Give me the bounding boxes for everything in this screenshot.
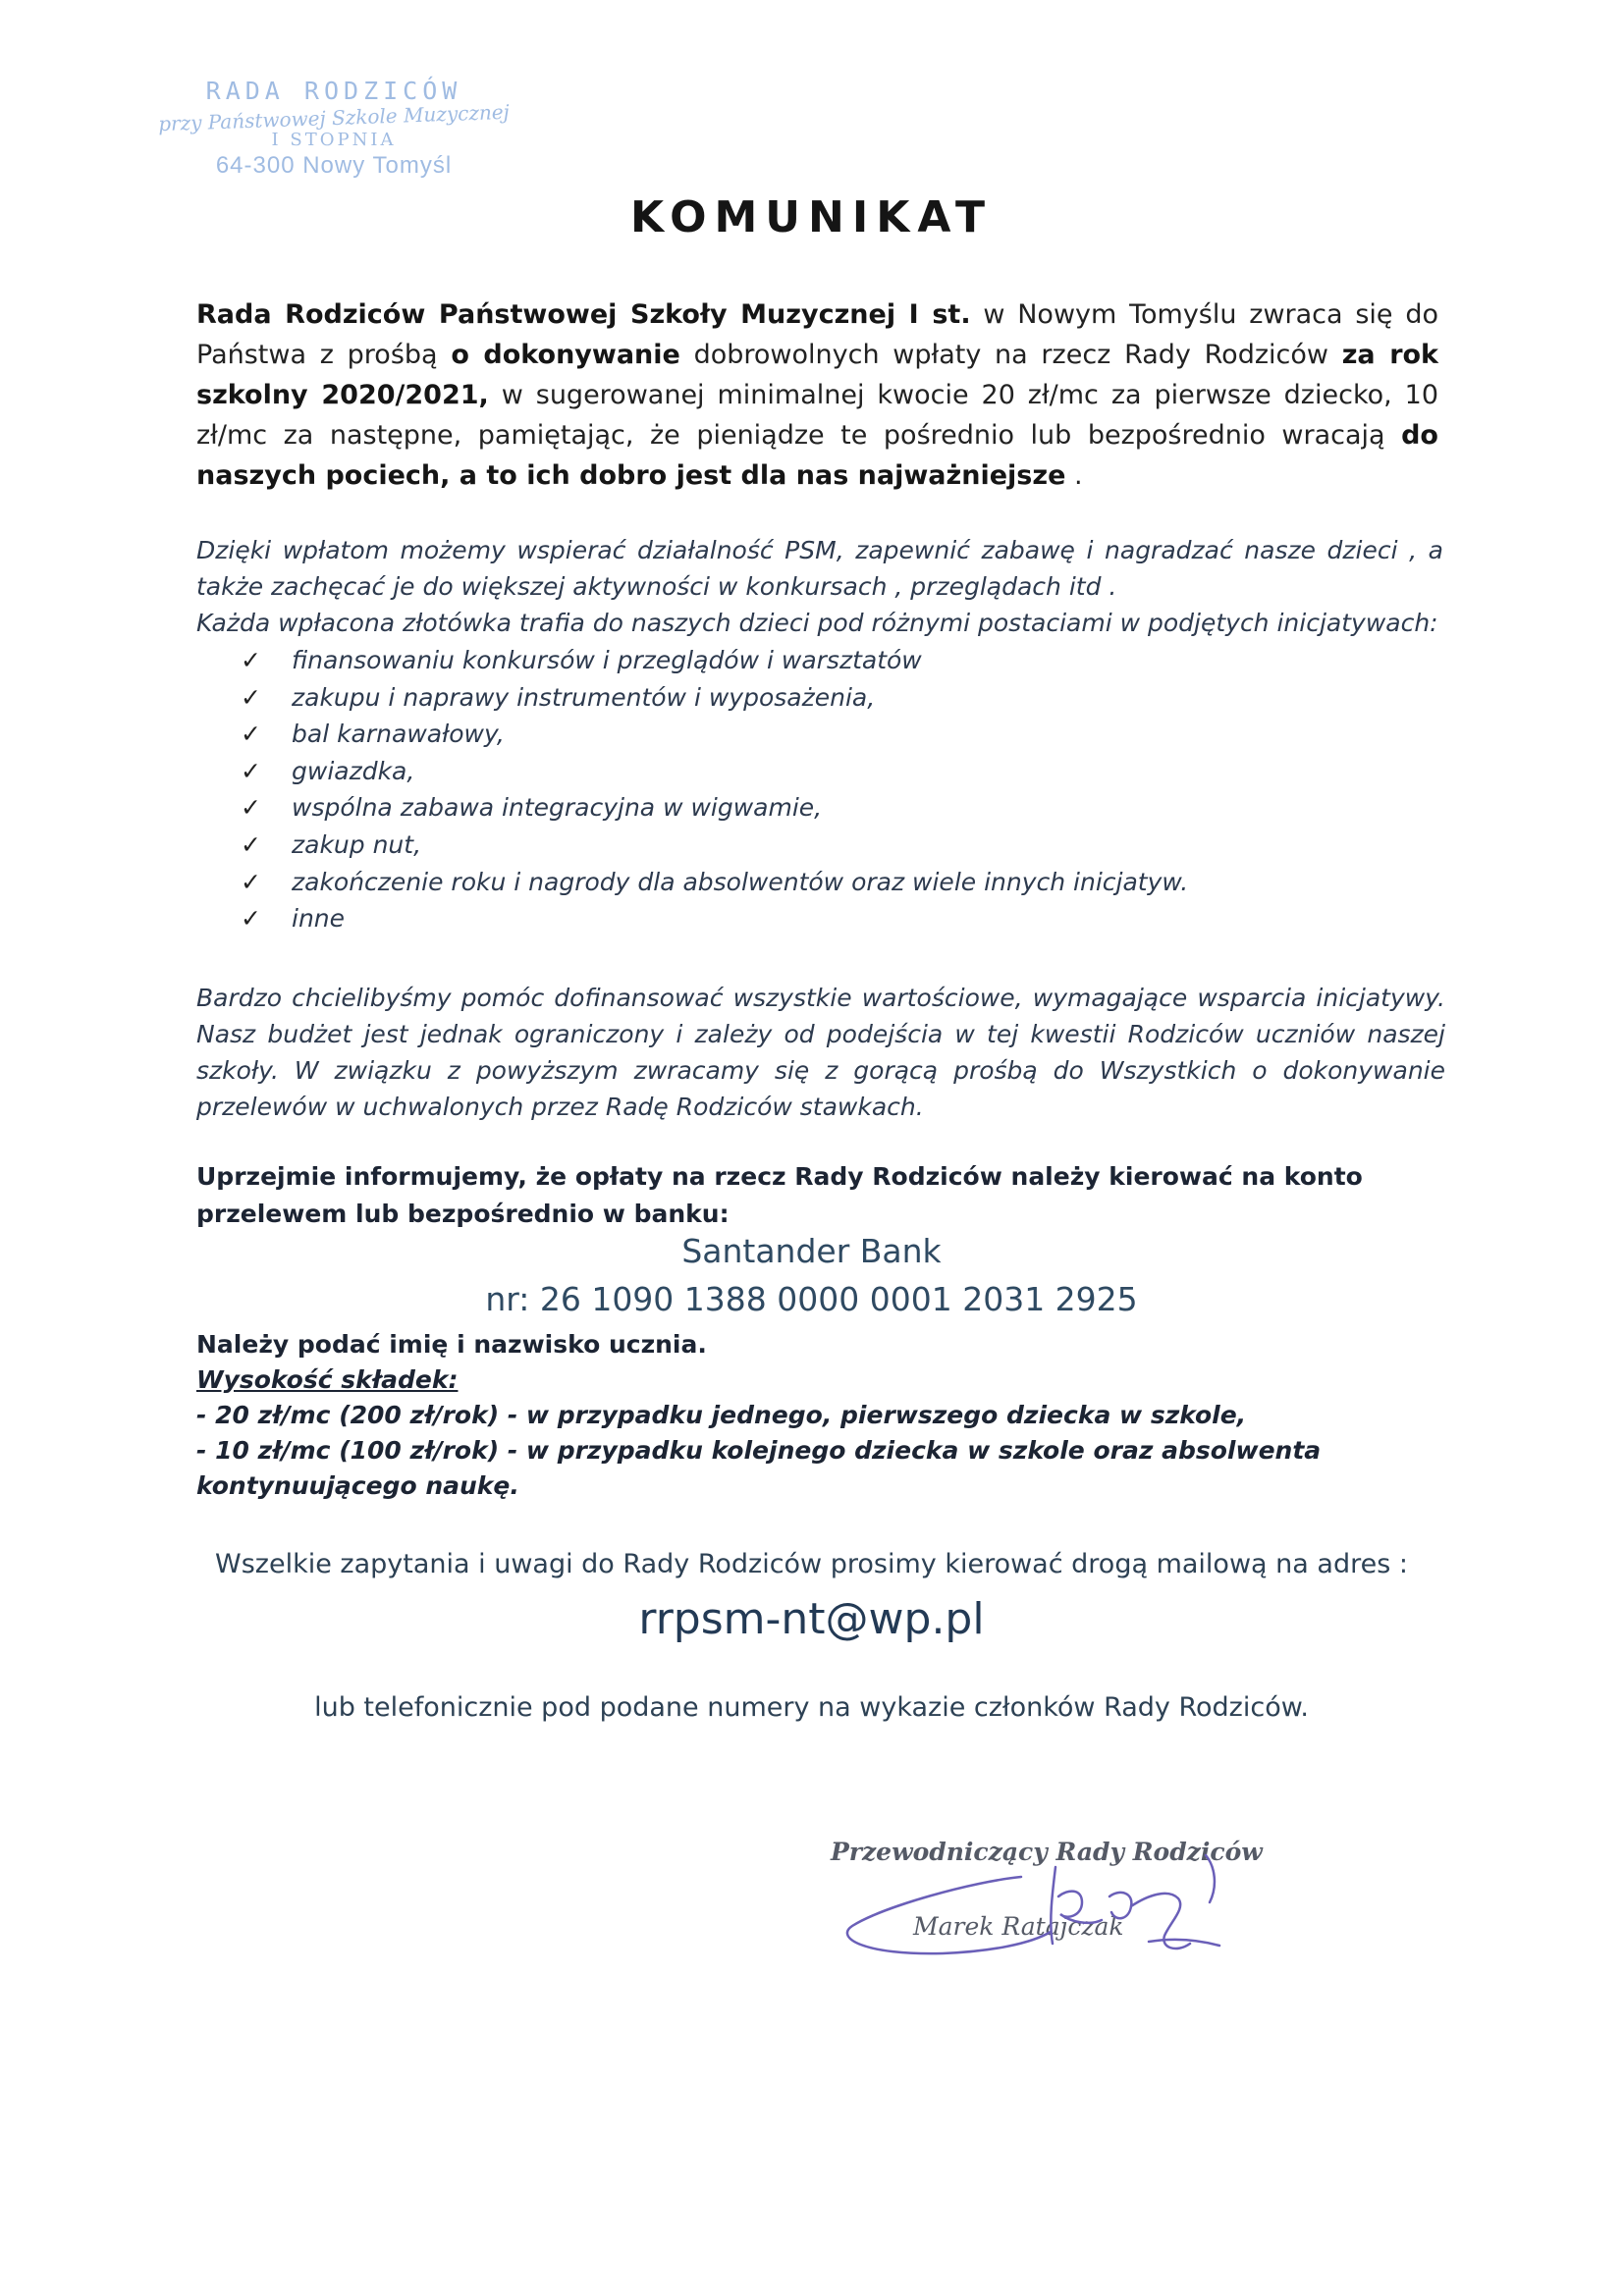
list-item: [241, 900, 1188, 937]
intro-bold-3: za rok szkolny 2020/2021,: [196, 340, 1439, 410]
list-item-label: zakupu i naprawy instrumentów i wyposażenia,: [292, 682, 876, 712]
checkmark-icon: ✓: [241, 867, 261, 896]
list-item: [241, 679, 1188, 717]
contact-line: Wszelkie zapytania i uwagi do Rady Rodziców prosimy kierować drogą mailową na adres :: [215, 1549, 1408, 1579]
list-item: [241, 789, 1188, 827]
support-line-1: Dzięki wpłatom możemy wspierać działalność PSM, zapewnić zabawę i nagradzać nasze dzieci , a także zachęcać je do większej aktywności w konkursach , przeglądach itd .: [196, 536, 1443, 601]
list-item: [241, 716, 1188, 753]
stamp-line-1: RADA RODZICÓW: [205, 77, 462, 105]
account-number: nr: 26 1090 1388 0000 0001 2031 2925: [485, 1280, 1138, 1318]
support-line-2: Każda wpłacona złotówka trafia do naszych dzieci pod różnymi postaciami w podjętych inicjatywach:: [196, 609, 1438, 637]
support-paragraph: [196, 532, 1443, 641]
payment-info: Uprzejmie informujemy, że opłaty na rzecz Rady Rodziców należy kierować na konto przelewem lub bezpośrednio w banku:: [196, 1162, 1363, 1228]
list-item-label: gwiazdka,: [292, 756, 415, 785]
fee-next-child: - 10 zł/mc (100 zł/rok) - w przypadku kolejnego dziecka w szkole oraz absolwenta kontynuującego naukę.: [196, 1436, 1322, 1500]
list-item: [241, 864, 1188, 901]
list-item-label: zakończenie roku i nagrody dla absolwentów oraz wiele innych inicjatyw.: [292, 867, 1189, 896]
stamp-line-3: I STOPNIA: [271, 130, 397, 150]
list-item-label: zakup nut,: [292, 829, 422, 859]
signature-name: Marek Ratajczak: [913, 1912, 1124, 1941]
intro-text-4: .: [1065, 460, 1083, 491]
checkmark-icon: ✓: [241, 646, 261, 674]
checkmark-icon: ✓: [241, 904, 261, 934]
list-item: [241, 753, 1188, 790]
fee-first-child: - 20 zł/mc (200 zł/rok) - w przypadku jednego, pierwszego dziecka w szkole,: [196, 1401, 1247, 1429]
checkmark-icon: ✓: [241, 829, 261, 859]
signature-block: [825, 1838, 1263, 1965]
intro-text-2: dobrowolnych wpłaty na rzecz Rady Rodziców: [679, 340, 1342, 370]
stamp-line-4: 64-300 Nowy Tomyśl: [215, 152, 453, 179]
initiatives-list: [241, 642, 1188, 937]
fees-heading: Wysokość składek:: [196, 1365, 459, 1394]
checkmark-icon: ✓: [241, 682, 261, 712]
signature-title: Przewodniczący Rady Rodziców: [831, 1838, 1263, 1866]
list-item-label: wspólna zabawa integracyjna w wigwamie,: [292, 793, 823, 823]
list-item-label: bal karnawałowy,: [292, 720, 505, 749]
list-item: [241, 642, 1188, 679]
checkmark-icon: ✓: [241, 756, 261, 785]
document-title: KOMUNIKAT: [630, 192, 993, 242]
handwritten-signature-icon: [825, 1838, 1237, 1965]
intro-text-3: w sugerowanej minimalnej kwocie 20 zł/mc za pierwsze dziecko, 10 zł/mc za następne, pamiętając, że pieniądze te pośrednio lub bezpośrednio wracają: [196, 380, 1438, 451]
checkmark-icon: ✓: [241, 720, 261, 749]
intro-bold-4: do naszych pociech, a to ich dobro jest dla nas najważniejsze: [196, 420, 1438, 491]
fees-block: [196, 1327, 1434, 1504]
intro-bold-1: Rada Rodziców Państwowej Szkoły Muzycznej I st.: [196, 299, 971, 330]
list-item-label: finansowaniu konkursów i przeglądów i warsztatów: [292, 646, 922, 674]
list-item: [241, 827, 1188, 864]
student-name-note: Należy podać imię i nazwisko ucznia.: [196, 1330, 707, 1359]
intro-bold-2: o dokonywanie: [451, 340, 680, 370]
list-item-label: inne: [292, 904, 346, 934]
intro-text-1: w Nowym Tomyślu zwraca się do Państwa z prośbą: [196, 299, 1438, 370]
stamp-line-2: przy Państwowej Szkole Muzycznej: [157, 99, 511, 136]
council-stamp: [147, 77, 520, 181]
phone-contact-line: lub telefonicznie pod podane numery na wykazie członków Rady Rodziców.: [314, 1692, 1309, 1723]
contact-email: rrpsm-nt@wp.pl: [638, 1594, 985, 1644]
bank-name: Santander Bank: [681, 1232, 942, 1270]
checkmark-icon: ✓: [241, 793, 261, 823]
intro-paragraph: [196, 294, 1438, 496]
appeal-paragraph: Bardzo chcielibyśmy pomóc dofinansować wszystkie wartościowe, wymagające wsparcia inicjatywy. Nasz budżet jest jednak ograniczony i zależy od podejścia w tej kwestii Rodziców uczniów naszej szkoły. W związku z powyższym zwracamy się z gorącą prośbą do Wszystkich o dokonywanie przelewów w uchwalonych przez Radę Rodziców stawkach.: [196, 984, 1445, 1121]
